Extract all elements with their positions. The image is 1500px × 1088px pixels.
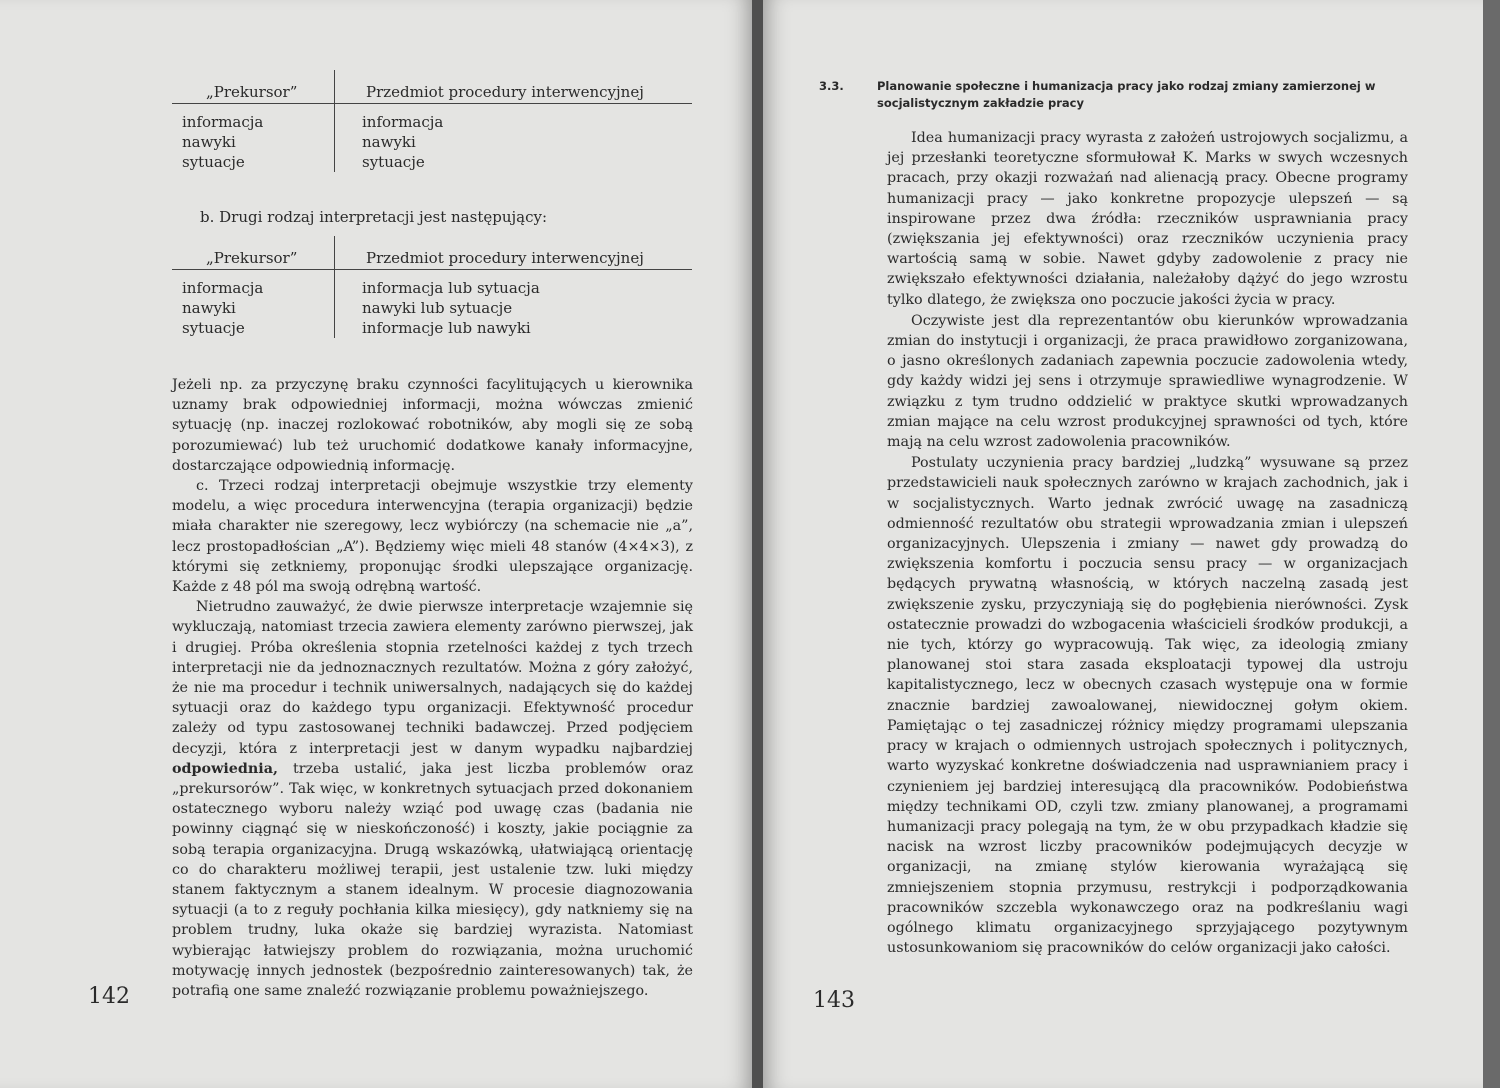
cell: sytuacje: [362, 153, 425, 171]
right-body-text: [887, 128, 1408, 958]
cell: informacja: [362, 113, 444, 131]
table-b: [172, 244, 692, 338]
cell: informacje lub nawyki: [362, 319, 531, 337]
cell: sytuacje: [182, 319, 245, 337]
book-edge: [1483, 0, 1500, 1088]
paragraph: c. Trzeci rodzaj interpretacji obejmuje wszystkie trzy elementy modelu, a więc procedura interwencyjna (terapia organizacji) będzie miała charakter nie szeregowy, lecz wybiórczy (na schemacie nie „a”, lecz prostopadłościan „A”). Będziemy więc mieli 48 stanów (4×4×3), z którymi się zetkniemy, proponując środki ulepszające organizację. Każde z 48 pól ma swoją odrębną wartość.: [172, 478, 693, 596]
bold-term: odpowiednia,: [172, 760, 278, 777]
left-body-text: [172, 375, 693, 1001]
paragraph-part: trzeba ustalić, jaka jest liczba problemów oraz „prekursorów”. Tak więc, w konkretnych sytuacjach przed dokonaniem ostatecznego wyboru należy wziąć pod uwagę czas (badania nie powinny ciągnąć się w nieskończoność) i koszty, jakie pociągnie za sobą terapia organizacyjna. Drugą wskazówką, ułatwiającą orientację co do charakteru możliwej terapii, jest ustalenie tzw. luki między stanem faktycznym a stanem idealnym. W procesie diagnozowania sytuacji (a to z reguły pochłania kilka miesięcy), gdy natkniemy się na problem trudny, luka okaże się bardziej wyrazista. Natomiast wybierając łatwiejszy problem do rozwiązania, można uruchomić motywację innych jednostek (bezpośrednio zainteresowanych) tak, że potrafią one same znaleźć rozwiązanie problemu poważniejszego.: [172, 760, 693, 1000]
cell: nawyki: [362, 133, 416, 151]
intro-b: b. Drugi rodzaj interpretacji jest następujący:: [200, 208, 548, 226]
table-row: [172, 278, 692, 298]
header-prekursor: „Prekursor”: [206, 83, 298, 101]
book-gutter: [752, 0, 763, 1088]
cell: nawyki: [182, 133, 236, 151]
cell: nawyki: [182, 299, 236, 317]
page-number: 143: [813, 988, 855, 1013]
table-row: [172, 132, 692, 152]
table-row: [172, 112, 692, 132]
section-title: Planowanie społeczne i humanizacja pracy jako rodzaj zmiany zamierzonej w socjalistycznym zakładzie pracy: [877, 79, 1376, 110]
table-row: [172, 152, 692, 172]
section-number: 3.3.: [819, 79, 844, 93]
table-row: [172, 298, 692, 318]
cell: nawyki lub sytuacje: [362, 299, 513, 317]
table-a: [172, 78, 692, 172]
cell: informacja lub sytuacja: [362, 279, 540, 297]
table-header: [172, 244, 692, 270]
paragraph: Idea humanizacji pracy wyrasta z założeń ustrojowych socjalizmu, a jej przesłanki teoretyczne sformułował K. Marks w swych wczesnych pracach, przy okazji rozważań nad alienacją pracy. Obecne programy humanizacji pracy — jako konkretne propozycje ulepszeń — są inspirowane przez dwa źródła: rzeczników usprawniania pracy (zwiększania jej efektywności) oraz rzeczników uczynienia pracy wartością samą w sobie. Nawet gdyby zadowolenie z pracy nie zwiększało efektywności działania, należałoby dążyć do jego wzrostu tylko dlatego, że zwiększa ono poczucie jakości życia w pracy.: [887, 130, 1408, 308]
cell: informacja: [182, 113, 264, 131]
paragraph: [172, 597, 693, 1001]
table-header: [172, 78, 692, 104]
cell: sytuacje: [182, 153, 245, 171]
table-row: [172, 318, 692, 338]
page-number: 142: [88, 984, 130, 1009]
right-page: [763, 0, 1483, 1088]
cell: informacja: [182, 279, 264, 297]
paragraph: Oczywiste jest dla reprezentantów obu kierunków wprowadzania zmian do instytucji i organizacji, że praca prawidłowo zorganizowana, o jasno określonych zadaniach zapewnia poczucie zadowolenia wtedy, gdy każdy widzi jej sens i otrzymuje sprawiedliwe wynagrodzenie. W związku z tym trudno oddzielić w praktyce skutki wprowadzanych zmian mające na celu wzrost produkcyjnej sprawności od tych, które mają na celu wzrost zadowolenia pracowników.: [887, 312, 1408, 451]
header-przedmiot: Przedmiot procedury interwencyjnej: [366, 83, 644, 101]
paragraph-part: Nietrudno zauważyć, że dwie pierwsze interpretacje wzajemnie się wykluczają, natomiast trzecia zawiera elementy zarówno pierwszej, jak i drugiej. Próba określenia stopnia rzetelności każdej z tych trzech interpretacji nie da jednoznacznych rezultatów. Można z góry założyć, że nie ma procedur i technik uniwersalnych, nadających się do każdej sytuacji oraz do każdego typu organizacji. Efektywność procedur zależy od typu zastosowanej techniki badawczej. Przed podjęciem decyzji, która z interpretacji jest w danym wypadku najbardziej: [172, 599, 693, 757]
paragraph: Jeżeli np. za przyczynę braku czynności facylitujących u kierownika uznamy brak odpowiedniej informacji, można wówczas zmienić sytuację (np. inaczej rozlokować robotników, aby mogli się ze sobą porozumiewać) lub też uruchomić dodatkowe kanały informacyjne, dostarczające odpowiednią informację.: [172, 377, 693, 474]
paragraph: Postulaty uczynienia pracy bardziej „ludzką” wysuwane są przez przedstawicieli nauk społecznych zarówno w krajach zachodnich, jak i w socjalistycznych. Warto jednak zwrócić uwagę na zasadniczą odmienność rezultatów obu strategii wprowadzania zmian i ulepszeń organizacyjnych. Ulepszenia i zmiany — nawet gdy prowadzą do zwiększenia komfortu i poczucia sensu pracy — w organizacjach będących prywatną własnością, w których naczelną zasadą jest zwiększenie zysku, przyczyniają się do pogłębienia nierówności. Zysk ostatecznie prowadzi do wzbogacenia właścicieli środków produkcji, a nie tych, którzy go wypracowują. Tak więc, za ideologią zmiany planowanej stoi stara zasada eksploatacji typowej dla ustroju kapitalistycznego, lecz w obecnych czasach występuje ona w formie znacznie bardziej zawoalowanej, niewidocznej gołym okiem. Pamiętając o tej zasadniczej różnicy między programami ulepszania pracy w krajach o odmiennych ustrojach społecznych i politycznych, warto wyzyskać konkretne doświadczenia nad usprawnianiem pracy i czynieniem jej bardziej interesującą dla pracowników. Podobieństwa między technikami OD, czyli tzw. zmiany planowanej, a programami humanizacji pracy polegają na tym, że w obu przypadkach kładzie się nacisk na wzrost liczby pracowników podejmujących decyzje w organizacji, na zmianę stylów kierowania wyrażającą się zmniejszeniem stopnia przymusu, restrykcji i podporządkowania pracowników szczebla wykonawczego oraz na podkreślaniu wagi ogólnego klimatu organizacyjnego sprzyjającego pozytywnym ustosunkowaniom się pracowników do celów organizacji jako całości.: [887, 455, 1408, 957]
header-przedmiot: Przedmiot procedury interwencyjnej: [366, 249, 644, 267]
header-prekursor: „Prekursor”: [206, 249, 298, 267]
